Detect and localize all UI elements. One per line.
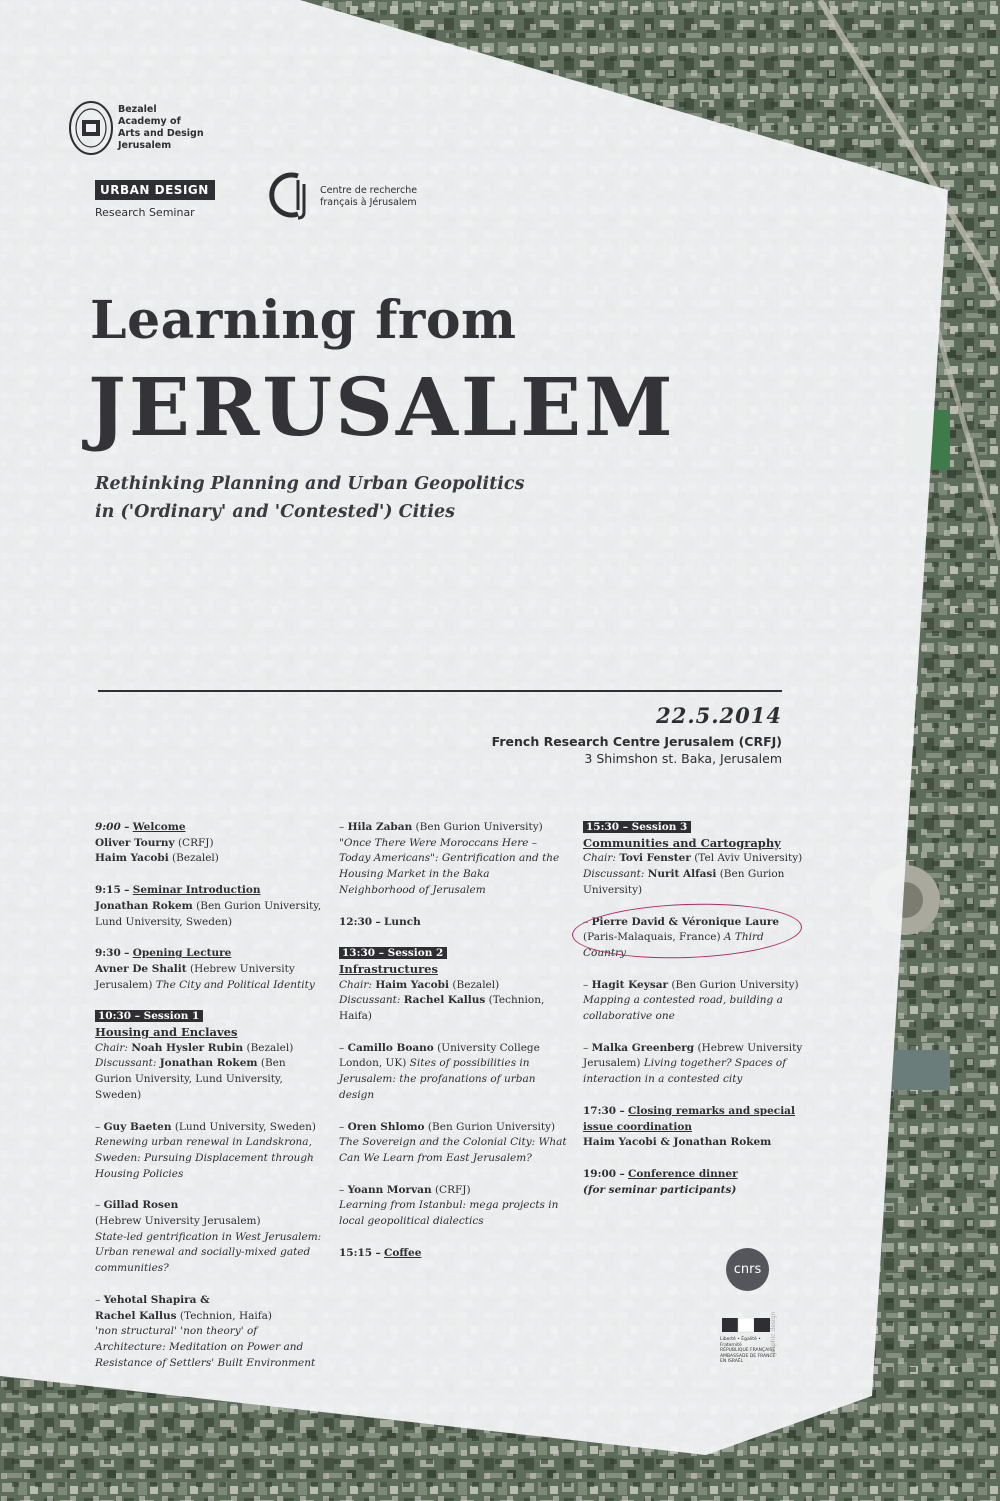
program-column-2 (339, 820, 569, 1277)
affiliation: (Tel Aviv University) (694, 852, 803, 865)
talk: – Yehotal Shapira & Rachel Kallus (Technion, Haifa) 'non structural' 'non theory' of Architecture: Meditation on Power and Resistance of Settlers' Built Environment (95, 1293, 325, 1372)
person-name: Haim Yacobi (95, 852, 169, 865)
dinner-note: (for seminar participants) (583, 1183, 737, 1196)
session-3 (583, 820, 803, 899)
program-lunch: 12:30 – Lunch (339, 915, 421, 928)
person-name: Nurit Alfasi (647, 868, 717, 881)
talk: – Oren Shlomo (Ben Gurion University) The Sovereign and the Colonial City: What Can We Learn from East Jerusalem? (339, 1120, 569, 1167)
crfj-logo-icon (268, 170, 318, 220)
talk-title: The Sovereign and the Colonial City: What Can We Learn from East Jerusalem? (339, 1136, 567, 1164)
chair-label: Chair: (95, 1041, 128, 1054)
affiliation: (Ben Gurion University) (671, 978, 799, 991)
person-name: Guy Baeten (103, 1120, 172, 1133)
subtitle-line-1: Rethinking Planning and Urban Geopolitics (95, 474, 525, 494)
person-name: Jonathan Rokem (95, 899, 193, 912)
affiliation: (Bezalel) (246, 1041, 294, 1054)
affiliation: (Ben Gurion University, Lund University, Sweden) (95, 899, 322, 928)
bezalel-name (118, 104, 228, 152)
person-name: Oliver Tourny (95, 836, 175, 849)
slot-time: 9:15 (95, 884, 121, 897)
program-intro: 9:15 – Seminar Introduction Jonathan Rokem (Ben Gurion University, Lund University, Sweden) (95, 884, 322, 928)
affiliation: (Ben Gurion University, Lund University, Sweden) (95, 1057, 286, 1101)
crfj-line: français à Jérusalem (320, 197, 417, 208)
talk: – Malka Greenberg (Hebrew University Jerusalem) Living together? Spaces of interaction in a contested city (583, 1041, 803, 1086)
session-tag: 13:30 – Session 2 (339, 947, 447, 959)
affiliation: (Bezalel) (452, 978, 500, 991)
session-tag: 15:30 – Session 3 (583, 821, 691, 833)
title-line-2: JERUSALEM (88, 360, 676, 454)
session-1 (95, 1009, 325, 1103)
slot-label: Opening Lecture (132, 947, 232, 960)
program-welcome: 9:00 – Welcome Oliver Tourny (CRFJ) Haim Yacobi (Bezalel) (95, 821, 219, 865)
person-name: Hagit Keysar (591, 978, 669, 991)
talk-title: Learning from Istanbul: mega projects in local geopolitical dialectics (339, 1199, 559, 1228)
person-name: Malka Greenberg (591, 1041, 695, 1054)
urban-design-label: URBAN DESIGN (95, 180, 215, 200)
event-address: 3 Shimshon st. Baka, Jerusalem (584, 751, 782, 766)
affiliation: (CRFJ) (177, 836, 214, 849)
person-name: Tovi Fenster (619, 852, 691, 865)
affiliation: (Bezalel) (172, 852, 219, 865)
affiliation: (Paris-Malaquais, France) (583, 931, 721, 944)
person-name: Noah Hysler Rubin (131, 1041, 244, 1054)
chair-label: Chair: (583, 852, 616, 865)
session-title: Housing and Enclaves (95, 1025, 238, 1040)
french-republic-logo-icon (722, 1318, 772, 1334)
cnrs-logo: cnrs (726, 1248, 769, 1291)
talk-title: Living together? Spaces of interaction in a contested city (583, 1057, 787, 1086)
person-name: Rachel Kallus (403, 994, 486, 1007)
bezalel-line: Arts and Design (118, 128, 204, 139)
talk: – Hila Zaban (Ben Gurion University) "Once There Were Moroccans Here – Today Americans": Gentrification and the Housing Market in the Baka Neighborhood of Jerusalem (339, 820, 569, 899)
person-name: Yoann Morvan (347, 1183, 432, 1196)
person-name: Avner De Shalit (95, 962, 187, 975)
slot-time: 17:30 (583, 1104, 617, 1117)
program-coffee: 15:15 – Coffee (339, 1246, 422, 1259)
talk: – Camillo Boano (University College London, UK) Sites of possibilities in Jerusalem: the profanations of urban design (339, 1041, 540, 1101)
slot-label: Welcome (132, 821, 186, 833)
talk: – Gillad Rosen (Hebrew University Jerusalem) State-led gentrification in West Jerusalem: Urban renewal and socially-mixed gated communities? (95, 1198, 325, 1277)
person-name: Haim Yacobi & Jonathan Rokem (583, 1136, 772, 1149)
program-column-1 (95, 820, 325, 1387)
session-tag: 10:30 – Session 1 (95, 1010, 203, 1022)
slot-time: 9:00 (95, 821, 121, 833)
discussant-label: Discussant: (95, 1057, 157, 1070)
event-date: 22.5.2014 (656, 703, 782, 728)
person-name: Hila Zaban (347, 821, 413, 833)
person-name: Gillad Rosen (103, 1199, 179, 1212)
talk-title: "Once There Were Moroccans Here – Today Americans": Gentrification and the Housing Market in the Baka Neighborhood of Jerusalem (339, 836, 560, 896)
rf-line: AMBASSADE DE FRANCE (720, 1353, 776, 1359)
research-seminar-label: Research Seminar (95, 206, 195, 219)
event-venue: French Research Centre Jerusalem (CRFJ) (491, 734, 782, 749)
subtitle-line-2: in ('Ordinary' and 'Contested') Cities (95, 502, 455, 522)
divider (98, 690, 782, 692)
subtitle (95, 470, 655, 526)
talk: – Pierre David & Véronique Laure (Paris-Malaquais, France) A Third Country (583, 915, 780, 959)
bezalel-line: Academy of (118, 116, 181, 127)
affiliation: (Hebrew University Jerusalem) (583, 1041, 803, 1070)
affiliation: (Technion, Haifa) (179, 1309, 272, 1322)
person-name: Rachel Kallus (95, 1309, 177, 1322)
talk-title: State-led gentrification in West Jerusalem: Urban renewal and socially-mixed gated communities? (95, 1230, 322, 1275)
slot-time: 19:00 (583, 1167, 617, 1180)
bezalel-emblem-icon (68, 100, 114, 156)
talk-title: A Third Country (583, 931, 764, 959)
slot-time: 12:30 (339, 915, 373, 928)
talk-title: 'non structural' 'non theory' of Architecture: Meditation on Power and Resistance of Settlers' Built Environment (95, 1325, 316, 1369)
affiliation: (Technion, Haifa) (339, 994, 545, 1023)
rf-line: RÉPUBLIQUE FRANÇAISE (720, 1348, 776, 1353)
crfj-name (320, 185, 440, 209)
program-opening: 9:30 – Opening Lecture Avner De Shalit (Hebrew University Jerusalem) The City and Political Identity (95, 947, 315, 991)
slot-label: Coffee (384, 1246, 422, 1259)
affiliation: (Ben Gurion University) (427, 1120, 556, 1133)
person-name: Pierre David & Véronique Laure (591, 915, 780, 928)
slot-label: Seminar Introduction (132, 884, 261, 897)
talk-title: Mapping a contested road, building a collaborative one (583, 994, 783, 1023)
bezalel-line: Jerusalem (118, 140, 172, 151)
chair-label: Chair: (339, 978, 372, 991)
person-name: Haim Yacobi (375, 978, 450, 991)
person-name: Oren Shlomo (347, 1120, 425, 1133)
session-title: Infrastructures (339, 961, 438, 976)
slot-label: Closing remarks and special issue coordination (583, 1104, 795, 1133)
slot-label: Conference dinner (628, 1167, 738, 1180)
session-2 (339, 946, 569, 1025)
person-name: Jonathan Rokem (159, 1057, 258, 1070)
slot-time: 15:15 (339, 1246, 373, 1259)
vertical-credit: graphic design (770, 1311, 777, 1356)
program-column-3 (583, 820, 803, 1214)
discussant-label: Discussant: (583, 868, 645, 881)
talk-title: The City and Political Identity (155, 978, 315, 991)
person-name: Camillo Boano (347, 1041, 434, 1054)
affiliation: (Ben Gurion University) (583, 868, 785, 896)
affiliation: (Hebrew University Jerusalem) (95, 1215, 261, 1228)
affiliation: (Lund University, Sweden) (174, 1120, 316, 1133)
affiliation: (Ben Gurion University) (415, 821, 543, 833)
talk: – Guy Baeten (Lund University, Sweden) Renewing urban renewal in Landskrona, Sweden: Pursuing Displacement through Housing Policies (95, 1120, 325, 1183)
affiliation: (CRFJ) (434, 1183, 471, 1196)
rf-line: Liberté • Égalité • Fraternité (720, 1337, 761, 1348)
affiliation: (University College London, UK) (339, 1041, 540, 1070)
affiliation: (Hebrew University Jerusalem) (95, 962, 295, 991)
person-name: Yehotal Shapira & (103, 1293, 210, 1306)
slot-time: 9:30 (95, 947, 121, 960)
discussant-label: Discussant: (339, 994, 401, 1007)
bezalel-line: Bezalel (118, 104, 157, 115)
slot-label: Lunch (384, 915, 421, 928)
talk: – Hagit Keysar (Ben Gurion University) Mapping a contested road, building a collaborative one (583, 978, 803, 1025)
program-closing: 17:30 – Closing remarks and special issue coordination Haim Yacobi & Jonathan Rokem (583, 1104, 803, 1151)
crfj-line: Centre de recherche (320, 185, 418, 196)
talk: – Yoann Morvan (CRFJ) Learning from Istanbul: mega projects in local geopolitical dialectics (339, 1183, 569, 1230)
session-title: Communities and Cartography (583, 835, 781, 850)
program-dinner: 19:00 – Conference dinner (for seminar participants) (583, 1167, 803, 1198)
rf-line: EN ISRAËL (720, 1359, 744, 1364)
talk-title: Sites of possibilities in Jerusalem: the profanations of urban design (339, 1057, 536, 1101)
talk-title: Renewing urban renewal in Landskrona, Sweden: Pursuing Displacement through Housing Policies (95, 1136, 314, 1180)
title-line-1: Learning from (90, 290, 517, 351)
